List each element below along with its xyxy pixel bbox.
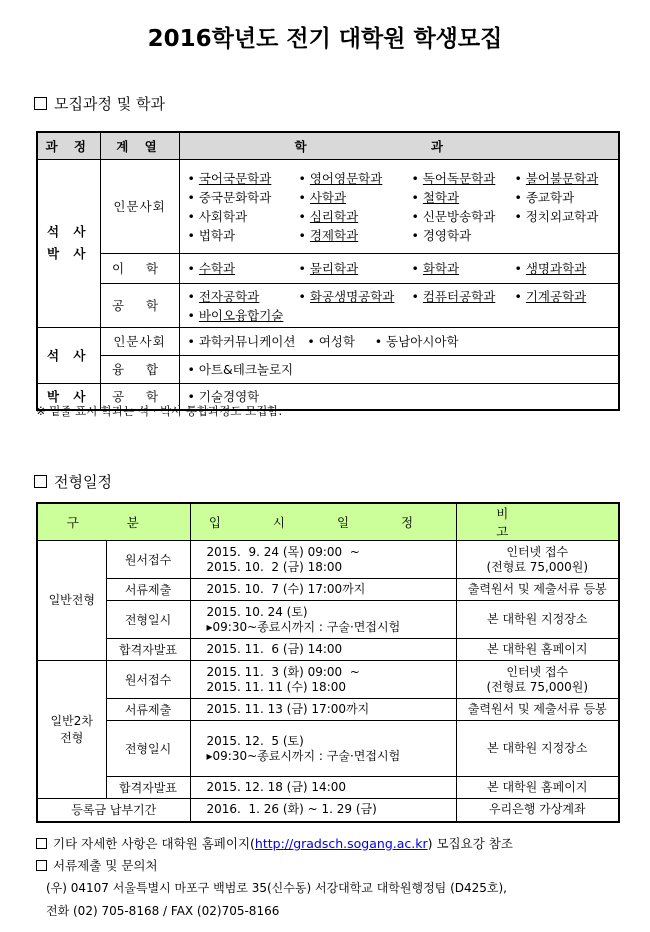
programs-table (36, 131, 620, 411)
dept-item: • 불어불문학과 (514, 170, 599, 186)
dept-item: • 국어국문학과 (187, 170, 272, 186)
checkbox-icon (36, 860, 47, 871)
dept-item: • 사회학과 (187, 208, 248, 224)
schedule-remark: 출력원서 및 제출서류 등봉 (456, 699, 619, 721)
footer-address: (우) 04107 서울특별시 마포구 백범로 35(신수동) 서강대학교 대학원행정팀 (D425호), (46, 881, 507, 895)
dept-item: • 바이오융합기술 (187, 307, 284, 323)
tuition-label: 등록금 납부기간 (37, 799, 190, 822)
section-heading-text: 모집과정 및 학과 (54, 95, 165, 113)
footer-text: ) 모집요강 참조 (427, 836, 513, 851)
depts-phd-engineering: • 기술경영학 (179, 383, 619, 410)
field-humanities: 인문사회 (100, 159, 179, 253)
dept-item: • 경영학과 (411, 227, 472, 243)
dept-item: • 신문방송학과 (411, 208, 496, 224)
schedule-remark: 출력원서 및 제출서류 등봉 (456, 579, 619, 601)
section-heading-text: 전형일정 (54, 473, 112, 491)
schedule-date: 2015. 11. 13 (금) 17:00까지 (190, 699, 456, 721)
depts-engineering (179, 283, 619, 327)
schedule-remark: 본 대학원 홈페이지 (456, 639, 619, 661)
dept-item: • 독어독문학과 (411, 170, 496, 186)
dept-item: • 컴퓨터공학과 (411, 288, 496, 304)
process-ms: 석 사 (37, 327, 100, 383)
page-title: 2016학년도 전기 대학원 학생모집 (147, 26, 503, 52)
header-dept: 학 과 (179, 132, 619, 159)
section-heading-schedule (34, 471, 112, 492)
schedule-date: 2015. 12. 18 (금) 14:00 (190, 777, 456, 799)
dept-item: • 화학과 (411, 261, 460, 276)
depts-convergence: • 아트&테크놀로지 (179, 355, 619, 383)
dept-item: • 종교학과 (514, 189, 575, 205)
dept-item: • 사학과 (298, 189, 347, 205)
dept-item: • 생명과학과 (514, 261, 587, 276)
schedule-date: 2015. 10. 24 (토) ▸09:30~종료시까지 : 구술·면접시험 (190, 601, 456, 639)
process-phd: 박 사 (37, 383, 100, 410)
schedule-date: 2015. 11. 6 (금) 14:00 (190, 639, 456, 661)
footer-phone: 전화 (02) 705-8168 / FAX (02)705-8166 (46, 904, 280, 918)
schedule-remark: 인터넷 접수 (전형료 75,000원) (456, 541, 619, 579)
header-schedule: 입 시 일 정 (190, 503, 456, 541)
schedule-date: 2015. 11. 3 (화) 09:00 ~ 2015. 11. 11 (수) 18:00 (190, 661, 456, 699)
field-convergence: 융 합 (100, 355, 179, 383)
header-remarks: 비 고 (456, 503, 619, 541)
dept-item: • 철학과 (411, 189, 460, 205)
homepage-link[interactable]: http://gradsch.sogang.ac.kr (254, 836, 428, 851)
schedule-step: 원서접수 (106, 661, 190, 699)
schedule-remark: 본 대학원 지정장소 (456, 721, 619, 777)
dept-item: • 심리학과 (298, 208, 359, 224)
schedule-date: 2015. 10. 7 (수) 17:00까지 (190, 579, 456, 601)
dept-item: • 전자공학과 (187, 288, 260, 304)
dept-item: • 경제학과 (298, 227, 359, 243)
field-engineering: 공 학 (100, 283, 179, 327)
dept-item: • 화공생명공학과 (298, 288, 395, 304)
footer-text: 서류제출 및 문의처 (53, 858, 158, 873)
dept-item: • 중국문화학과 (187, 189, 272, 205)
header-process: 과 정 (37, 132, 100, 159)
schedule-table (36, 502, 620, 823)
checkbox-icon (36, 838, 47, 849)
schedule-remark: 본 대학원 홈페이지 (456, 777, 619, 799)
dept-item: • 법학과 (187, 227, 236, 243)
section-heading-programs (34, 93, 165, 114)
integrated-program-note: ※ 밑줄 표시 학과는 석 · 박사 통합과정도 모집함. (36, 404, 283, 418)
schedule-step: 전형일시 (106, 601, 190, 639)
depts-humanities (179, 159, 619, 253)
schedule-date: 2015. 9. 24 (목) 09:00 ~ 2015. 10. 2 (금) 18:00 (190, 541, 456, 579)
schedule-step: 서류제출 (106, 579, 190, 601)
dept-item: • 물리학과 (298, 261, 359, 276)
field-science: 이 학 (100, 253, 179, 283)
schedule-step: 서류제출 (106, 699, 190, 721)
checkbox-icon (34, 97, 47, 110)
dept-item: • 정치외교학과 (514, 208, 599, 224)
field-phd-engineering: 공 학 (100, 383, 179, 410)
schedule-step: 합격자발표 (106, 639, 190, 661)
schedule-date: 2015. 12. 5 (토) ▸09:30~종료시까지 : 구술·면접시험 (190, 721, 456, 777)
footer-text: 기타 자세한 사항은 대학원 홈페이지( (53, 836, 255, 851)
depts-science (179, 253, 619, 283)
header-category: 구 분 (37, 503, 190, 541)
depts-ms-humanities: • 과학커뮤니케이션 • 여성학 • 동남아시아학 (179, 327, 619, 355)
round-label: 일반전형 (37, 541, 106, 661)
field-ms-humanities: 인문사회 (100, 327, 179, 355)
schedule-remark: 본 대학원 지정장소 (456, 601, 619, 639)
footer-info-line (36, 834, 513, 852)
schedule-step: 전형일시 (106, 721, 190, 777)
tuition-note: 우리은행 가상계좌 (456, 799, 619, 822)
footer-contact-heading (36, 856, 158, 874)
schedule-step: 원서접수 (106, 541, 190, 579)
tuition-period: 2016. 1. 26 (화) ~ 1. 29 (금) (190, 799, 456, 822)
round-label: 일반2차 전형 (37, 661, 106, 799)
dept-item: • 기계공학과 (514, 288, 587, 304)
schedule-remark: 인터넷 접수 (전형료 75,000원) (456, 661, 619, 699)
process-ms-phd: 석 사 박 사 (37, 159, 100, 327)
dept-item: • 영어영문학과 (298, 170, 383, 186)
schedule-step: 합격자발표 (106, 777, 190, 799)
checkbox-icon (34, 475, 47, 488)
header-field: 계 열 (100, 132, 179, 159)
dept-item: • 수학과 (187, 261, 236, 276)
